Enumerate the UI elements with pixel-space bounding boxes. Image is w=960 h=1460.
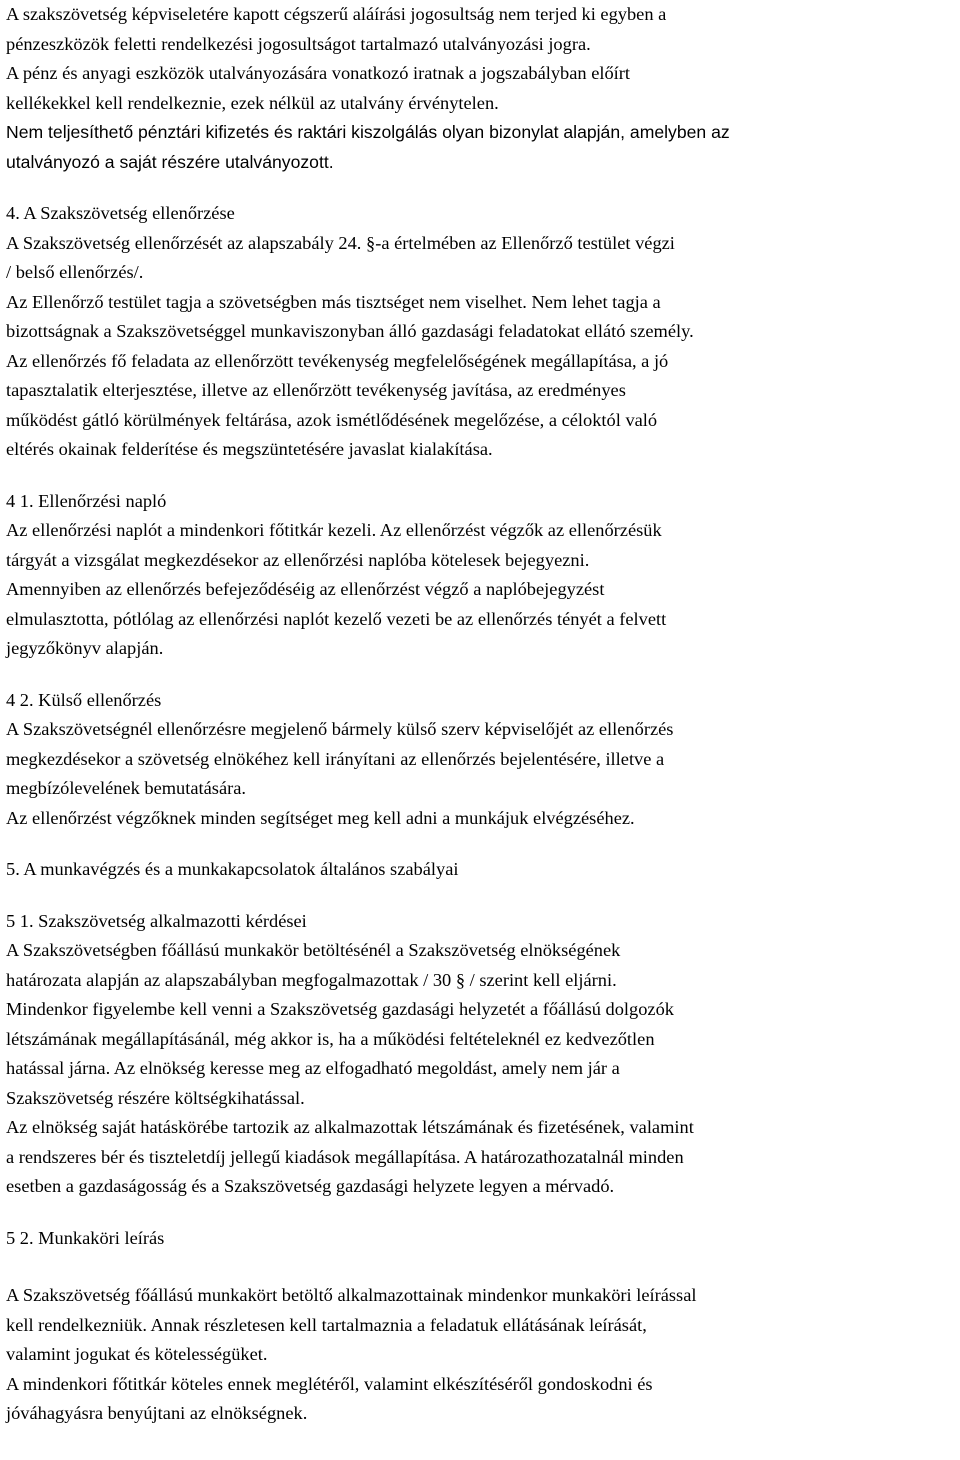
text-line: Az elnökség saját hatáskörébe tartozik az alkalmazottak létszámának és fizetésének, valamint — [6, 1117, 694, 1137]
text-line: megkezdésekor a szövetség elnökéhez kell irányítani az ellenőrzés bejelentésére, illetve a — [6, 748, 665, 769]
paragraph-gap — [6, 833, 956, 855]
text-line: határozata alapján az alapszabályban megfogalmazottak / 30 § / szerint kell eljárni. — [6, 969, 617, 990]
paragraph-gap — [6, 1202, 956, 1224]
text-line: tárgyát a vizsgálat megkezdésekor az ellenőrzési naplóba kötelesek bejegyezni. — [6, 549, 590, 570]
section-heading: 5 2. Munkaköri leírás — [6, 1227, 165, 1248]
text-line: megbízólevelének bemutatására. — [6, 778, 246, 798]
section-4-2-kulso-ellenorzes — [6, 686, 956, 834]
section-4-ellenorzes — [6, 199, 956, 465]
text-line: valamint jogukat és kötelességüket. — [6, 1344, 268, 1364]
text-line: A Szakszövetségnél ellenőrzésre megjelenő bármely külső szerv képviselőjét az ellenőrzés — [6, 719, 674, 739]
intro-paragraphs — [6, 0, 956, 177]
text-line: Az Ellenőrző testület tagja a szövetségben más tisztséget nem viselhet. Nem lehet tagja a — [6, 291, 661, 312]
text-line: tapasztalatik elterjesztése, illetve az ellenőrzött tevékenység javítása, az eredményes — [6, 380, 626, 400]
paragraph-gap — [6, 465, 956, 487]
text-line: A Szakszövetség főállású munkakört betöltő alkalmazottainak mindenkor munkaköri leírással — [6, 1285, 697, 1305]
text-line: kell rendelkezniük. Annak részletesen kell tartalmaznia a feladatuk ellátásának leírását, — [6, 1314, 647, 1335]
text-line: A Szakszövetség ellenőrzését az alapszabály 24. §-a értelmében az Ellenőrző testület végzi — [6, 232, 675, 253]
section-5-2-munkakori-leiras — [6, 1224, 956, 1429]
text-line: Az ellenőrzést végzőknek minden segítséget meg kell adni a munkájuk elvégzéséhez. — [6, 807, 635, 828]
text-line: a rendszeres bér és tiszteletdíj jellegű kiadások megállapítása. A határozathozatalnál minden — [6, 1146, 684, 1167]
text-line: utalványozó a saját részére utalványozott. — [6, 151, 334, 172]
section-heading: 5 1. Szakszövetség alkalmazotti kérdései — [6, 910, 307, 931]
paragraph-gap — [6, 177, 956, 199]
section-heading: 4. A Szakszövetség ellenőrzése — [6, 203, 235, 223]
paragraph-gap — [6, 664, 956, 686]
text-line: bizottságnak a Szakszövetséggel munkaviszonyban álló gazdasági feladatokat ellátó személy. — [6, 321, 694, 341]
section-heading: 5. A munkavégzés és a munkakapcsolatok általános szabályai — [6, 859, 459, 879]
text-line: / belső ellenőrzés/. — [6, 262, 144, 282]
text-line: Mindenkor figyelembe kell venni a Szakszövetség gazdasági helyzetét a főállású dolgozók — [6, 999, 674, 1019]
section-5-1-alkalmazotti-kerdesek — [6, 907, 956, 1202]
paragraph-gap — [6, 1253, 956, 1281]
section-heading: 4 2. Külső ellenőrzés — [6, 689, 162, 710]
text-line: A Szakszövetségben főállású munkakör betöltésénél a Szakszövetség elnökségének — [6, 940, 621, 960]
text-line: Az ellenőrzési naplót a mindenkori főtitkár kezeli. Az ellenőrzést végzők az ellenőrzésük — [6, 520, 662, 540]
section-4-1-ellenorzesi-naplo — [6, 487, 956, 664]
text-line: eltérés okainak felderítése és megszüntetésére javaslat kialakítása. — [6, 439, 493, 459]
text-line: A szakszövetség képviseletére kapott cégszerű aláírási jogosultság nem terjed ki egyben a — [6, 4, 667, 24]
text-line: működést gátló körülmények feltárása, azok ismétlődésének megelőzése, a céloktól való — [6, 409, 658, 430]
section-5-munkavegzes — [6, 855, 956, 885]
paragraph-gap — [6, 885, 956, 907]
text-line: létszámának megállapításánál, még akkor is, ha a működési feltételeknél ez kedvezőtlen — [6, 1028, 655, 1049]
text-line: jóváhagyásra benyújtani az elnökségnek. — [6, 1403, 308, 1423]
text-line: hatással járna. Az elnökség keresse meg az elfogadható megoldást, amely nem jár a — [6, 1058, 620, 1078]
text-line: Az ellenőrzés fő feladata az ellenőrzött tevékenység megfelelőségének megállapítása, a jó — [6, 350, 669, 371]
document-page — [6, 0, 956, 1429]
text-line: Nem teljesíthető pénztári kifizetés és raktári kiszolgálás olyan bizonylat alapján, amelyben az — [6, 122, 730, 142]
text-line: jegyzőkönyv alapján. — [6, 638, 164, 658]
text-line: kellékekkel kell rendelkeznie, ezek nélkül az utalvány érvénytelen. — [6, 92, 499, 113]
text-line: Amennyiben az ellenőrzés befejeződéséig az ellenőrzést végző a naplóbejegyzést — [6, 579, 605, 599]
text-line: Szakszövetség részére költségkihatással. — [6, 1087, 305, 1108]
text-line: elmulasztotta, pótlólag az ellenőrzési naplót kezelő vezeti be az ellenőrzés tényét a felvett — [6, 608, 667, 629]
text-line: pénzeszközök feletti rendelkezési jogosultságot tartalmazó utalványozási jogra. — [6, 33, 591, 54]
text-line: A pénz és anyagi eszközök utalványozására vonatkozó iratnak a jogszabályban előírt — [6, 63, 631, 83]
text-line: esetben a gazdaságosság és a Szakszövetség gazdasági helyzete legyen a mérvadó. — [6, 1176, 615, 1196]
section-heading: 4 1. Ellenőrzési napló — [6, 490, 167, 511]
text-line: A mindenkori főtitkár köteles ennek meglétéről, valamint elkészítéséről gondoskodni és — [6, 1373, 653, 1394]
